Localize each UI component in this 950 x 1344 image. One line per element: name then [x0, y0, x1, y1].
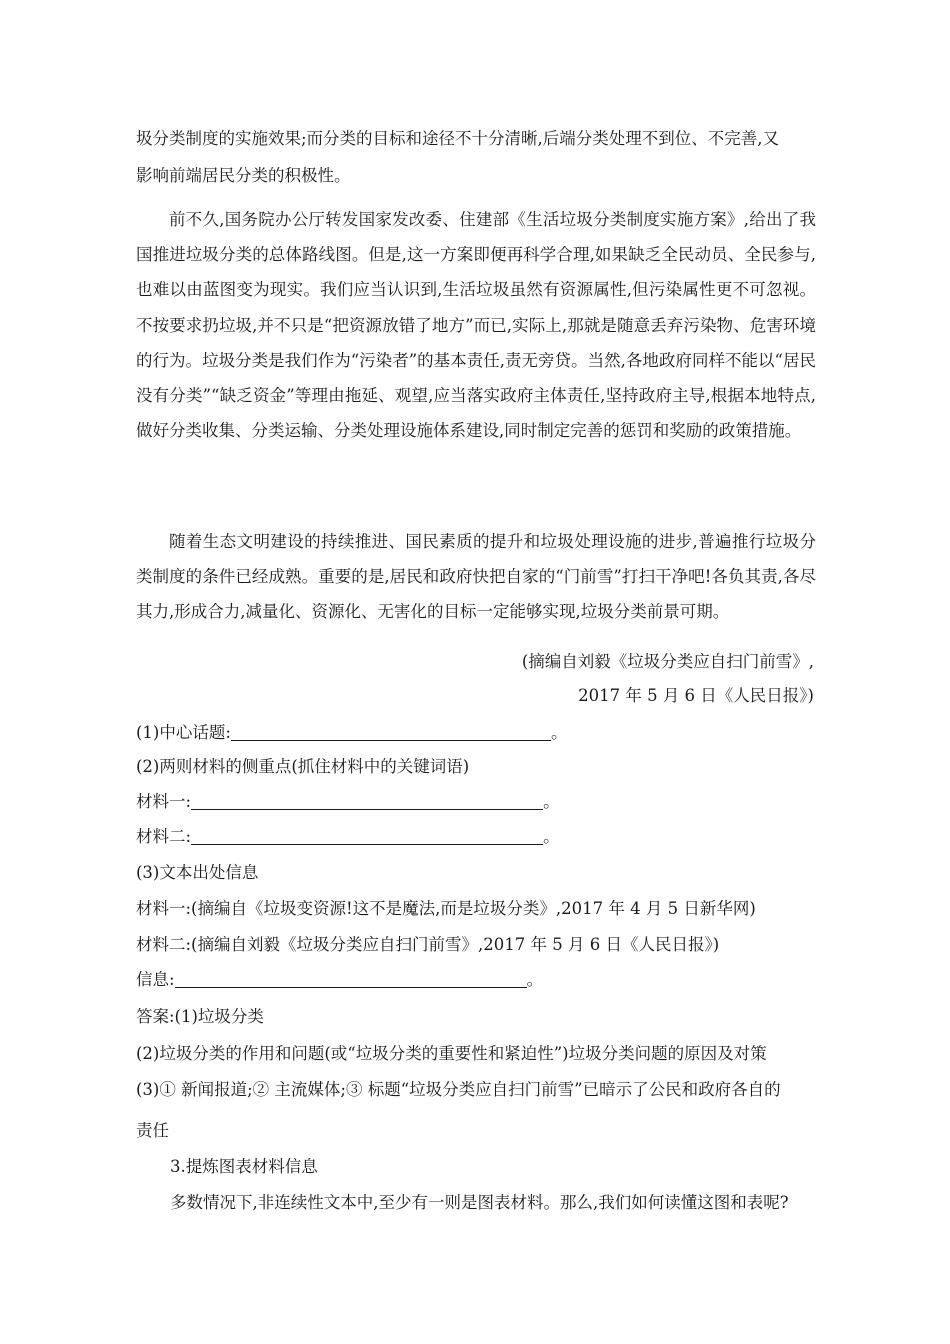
- source-material-2: 材料二:(摘编自刘毅《垃圾分类应自扫门前雪》,2017 年 5 月 6 日《人民日报》): [136, 935, 720, 954]
- paragraph-outlook-text: 随着生态文明建设的持续推进、国民素质的提升和垃圾处理设施的进步,普遍推行垃圾分类制度的条件已经成熟。重要的是,居民和政府快把自家的“门前雪”打扫干净吧!各负其责,各尽其力,形成合力,减量化、资源化、无害化的目标一定能够实现,垃圾分类前景可期。: [136, 532, 816, 622]
- question-2-material-2: [136, 826, 560, 848]
- answer-blank-material-2[interactable]: [191, 828, 543, 845]
- material-2-label: 材料二:: [136, 827, 192, 846]
- question-3-info: [136, 969, 543, 991]
- paragraph-continuation-line-1: 圾分类制度的实施效果;而分类的目标和途径不十分清晰,后端分类处理不到位、不完善,又: [136, 129, 780, 148]
- question-3-label: (3)文本出处信息: [136, 863, 259, 882]
- material-2-end: 。: [543, 827, 560, 846]
- answer-blank-material-1[interactable]: [191, 793, 543, 810]
- paragraph-policy: [136, 202, 816, 448]
- info-label: 信息:: [136, 970, 175, 989]
- question-2-label: (2)两则材料的侧重点(抓住材料中的关键词语): [136, 757, 470, 776]
- paragraph-continuation-line-2: 影响前端居民分类的积极性。: [136, 166, 351, 185]
- paragraph-outlook: [136, 524, 816, 630]
- source-citation-line-1: (摘编自刘毅《垃圾分类应自扫门前雪》,: [521, 652, 814, 671]
- question-1-end: 。: [550, 723, 568, 742]
- question-1: [136, 722, 567, 744]
- answer-2: (2)垃圾分类的作用和问题(或“垃圾分类的重要性和紧迫性”)垃圾分类问题的原因及对策: [136, 1044, 767, 1063]
- info-end: 。: [526, 970, 544, 989]
- answer-3-line-2: 责任: [136, 1121, 169, 1140]
- section-3-heading: 3.提炼图表材料信息: [170, 1157, 318, 1176]
- answer-blank-info[interactable]: [175, 971, 527, 988]
- material-1-end: 。: [543, 792, 560, 811]
- source-material-1: 材料一:(摘编自《垃圾变资源!这不是魔法,而是垃圾分类》,2017 年 4 月 5 日新华网): [136, 899, 756, 918]
- question-1-label: (1)中心话题:: [136, 723, 231, 742]
- source-citation-line-2: 2017 年 5 月 6 日《人民日报》): [578, 686, 814, 705]
- section-3-text: 多数情况下,非连续性文本中,至少有一则是图表材料。那么,我们如何读懂这图和表呢?: [170, 1193, 789, 1212]
- answer-3-line-1: (3)① 新闻报道;② 主流媒体;③ 标题“垃圾分类应自扫门前雪”已暗示了公民和政府各自的: [136, 1080, 781, 1099]
- answer-1: 答案:(1)垃圾分类: [136, 1007, 264, 1026]
- answer-blank-topic[interactable]: [231, 724, 551, 741]
- material-1-label: 材料一:: [136, 792, 192, 811]
- paragraph-policy-text: 前不久,国务院办公厅转发国家发改委、住建部《生活垃圾分类制度实施方案》,给出了我国推进垃圾分类的总体路线图。但是,这一方案即便再科学合理,如果缺乏全民动员、全民参与,也难以由蓝图变为现实。我们应当认识到,生活垃圾虽然有资源属性,但污染属性更不可忽视。不按要求扔垃圾,并不只是“把资源放错了地方”而已,实际上,那就是随意丢弃污染物、危害环境的行为。垃圾分类是我们作为“污染者”的基本责任,责无旁贷。当然,各地政府同样不能以“居民没有分类”“缺乏资金”等理由拖延、观望,应当落实政府主体责任,坚持政府主导,根据本地特点,做好分类收集、分类运输、分类处理设施体系建设,同时制定完善的惩罚和奖励的政策措施。: [136, 210, 816, 441]
- question-2-material-1: [136, 791, 560, 813]
